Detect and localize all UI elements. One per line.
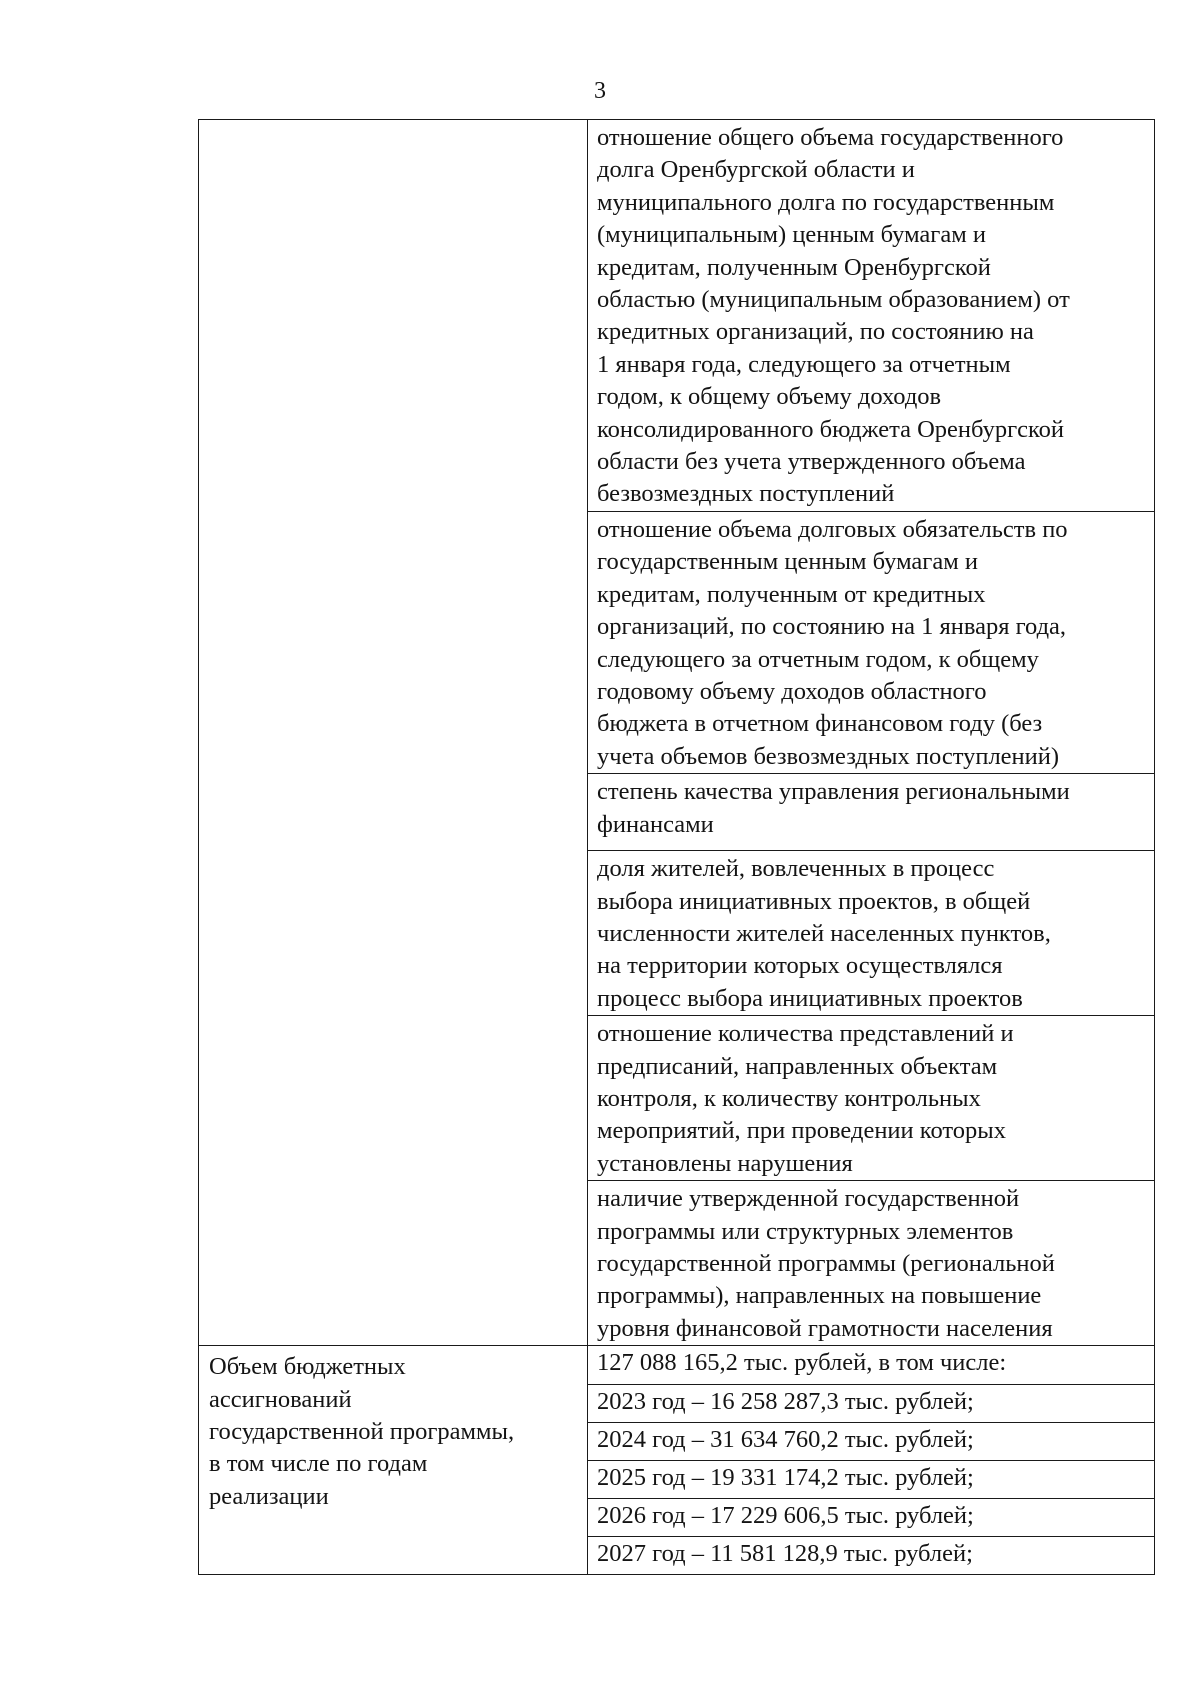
- indicator-cell-6: [588, 1181, 1155, 1346]
- budget-year-2024: 2024 год – 31 634 760,2 тыс. рублей;: [597, 1426, 974, 1454]
- indicator-text: отношение количества представлений и предписаний, направленных объектам контроля, к количеству контрольных мероприятий, при проведении которых установлены нарушения: [597, 1020, 1014, 1177]
- indicator-cell-4: [588, 851, 1155, 1016]
- budget-year-2027: 2027 год – 11 581 128,9 тыс. рублей;: [597, 1540, 973, 1568]
- indicator-cell-1: [588, 120, 1155, 512]
- indicator-text: наличие утвержденной государственной программы или структурных элементов государственной программы (региональной программы), направленных на повышение уровня финансовой грамотности населения: [597, 1185, 1055, 1342]
- indicator-text: отношение объема долговых обязательств по государственным ценным бумагам и кредитам, полученным от кредитных организаций, по состоянию на 1 января года, следующего за отчетным годом, к общему годовому объему доходов областного бюджета в отчетном финансовом году (без учета объемов безвозмездных поступлений): [597, 515, 1068, 770]
- budget-year-cell: [588, 1537, 1155, 1575]
- budget-year-2026: 2026 год – 17 229 606,5 тыс. рублей;: [597, 1502, 974, 1530]
- indicator-text: отношение общего объема государственного долга Оренбургской области и муниципального долга по государственным (муниципальным) ценным бумагам и кредитам, полученным Оренбургской областью (муниципальным образованием) от кредитных организаций, по состоянию на 1 января года, следующего за отчетным годом, к общему объему доходов консолидированного бюджета Оренбургской области без учета утвержденного объема безвозмездных поступлений: [597, 124, 1070, 508]
- indicator-text: доля жителей, вовлеченных в процесс выбора инициативных проектов, в общей численности жителей населенных пунктов, на территории которых осуществлялся процесс выбора инициативных проектов: [597, 855, 1051, 1012]
- budget-label-cell: [199, 1346, 588, 1575]
- page-number: 3: [594, 78, 606, 104]
- budget-year-cell: [588, 1423, 1155, 1461]
- passport-table: [198, 119, 1155, 1575]
- budget-total-cell: [588, 1346, 1155, 1385]
- indicator-cell-2: [588, 511, 1155, 773]
- budget-year-2025: 2025 год – 19 331 174,2 тыс. рублей;: [597, 1464, 974, 1492]
- budget-year-cell: [588, 1461, 1155, 1499]
- budget-year-cell: [588, 1499, 1155, 1537]
- indicator-cell-5: [588, 1016, 1155, 1181]
- indicators-label-cell: [199, 120, 588, 1346]
- budget-total: 127 088 165,2 тыс. рублей, в том числе:: [597, 1349, 1007, 1377]
- budget-year-cell: [588, 1385, 1155, 1423]
- budget-year-2023: 2023 год – 16 258 287,3 тыс. рублей;: [597, 1388, 974, 1416]
- indicator-cell-3: [588, 774, 1155, 851]
- indicator-text: степень качества управления региональными финансами: [597, 778, 1070, 838]
- budget-label: Объем бюджетных ассигнований государственной программы, в том числе по годам реализации: [209, 1353, 515, 1510]
